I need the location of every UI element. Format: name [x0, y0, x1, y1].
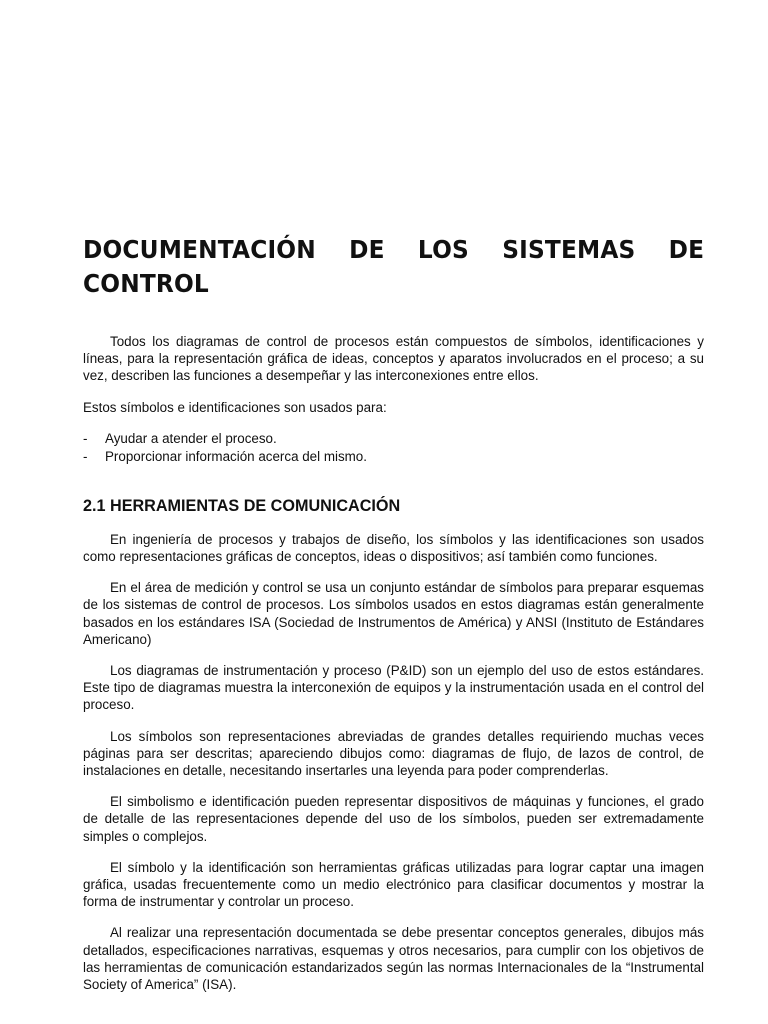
- bullet-item: [83, 430, 704, 448]
- section-paragraph: Al realizar una representación documentada se debe presentar conceptos generales, dibujos más detallados, especificaciones narrativas, esquemas y otros necesarios, para cumplir con los objetivos de las herramientas de comunicación estandarizados según las normas Internacionales de la “Instrumental Society of America” (ISA).: [83, 925, 704, 993]
- intro-lead: Estos símbolos e identificaciones son usados para:: [83, 399, 387, 415]
- section-paragraph: Los símbolos son representaciones abreviadas de grandes detalles requiriendo muchas veces páginas para ser descritas; apareciendo dibujos como: diagramas de flujo, de lazos de control, de instalaciones en detalle, necesitando insertarles una leyenda para poder comprenderlas.: [83, 728, 704, 779]
- bullet-text: Proporcionar información acerca del mismo.: [105, 448, 367, 464]
- intro-paragraph: Todos los diagramas de control de procesos están compuestos de símbolos, identificaciones y líneas, para la representación gráfica de ideas, conceptos y aparatos involucrados en el proceso; a su vez, describen las funciones a desempeñar y las interconexiones entre ellos.: [83, 334, 704, 384]
- bullet-dash: -: [83, 448, 88, 464]
- title-line-1: DOCUMENTACIÓN DE LOS SISTEMAS DE: [83, 235, 705, 264]
- document-body: [83, 233, 704, 993]
- section-paragraph: El símbolo y la identificación son herramientas gráficas utilizadas para lograr captar una imagen gráfica, usadas frecuentemente como un medio electrónico para clasificar documentos y mostrar la forma de instrumentar y controlar un proceso.: [83, 859, 704, 910]
- bullet-dash: -: [83, 430, 88, 446]
- section-paragraph: En ingeniería de procesos y trabajos de diseño, los símbolos y las identificaciones son usados como representaciones gráficas de conceptos, ideas o dispositivos; así también como funciones.: [83, 531, 704, 565]
- section-paragraph: Los diagramas de instrumentación y proceso (P&ID) son un ejemplo del uso de estos estándares. Este tipo de diagramas muestra la interconexión de equipos y la instrumentación usada en el control del proceso.: [83, 663, 704, 713]
- section-paragraph: El simbolismo e identificación pueden representar dispositivos de máquinas y funciones, el grado de detalle de las representaciones depende del uso de los símbolos, pueden ser extremadamente simples o complejos.: [83, 794, 704, 844]
- document-title: [83, 233, 704, 301]
- title-line-2: CONTROL: [83, 269, 209, 298]
- section-heading: 2.1 HERRAMIENTAS DE COMUNICACIÓN: [83, 496, 401, 515]
- section-paragraph: En el área de medición y control se usa un conjunto estándar de símbolos para preparar esquemas de los sistemas de control de procesos. Los símbolos usados en estos diagramas están generalmente basados en los estándares ISA (Sociedad de Instrumentos de América) y ANSI (Instituto de Estándares Americano): [83, 580, 704, 647]
- bullet-text: Ayudar a atender el proceso.: [105, 430, 277, 446]
- intro-bullet-list: [83, 430, 704, 466]
- bullet-item: [83, 448, 704, 466]
